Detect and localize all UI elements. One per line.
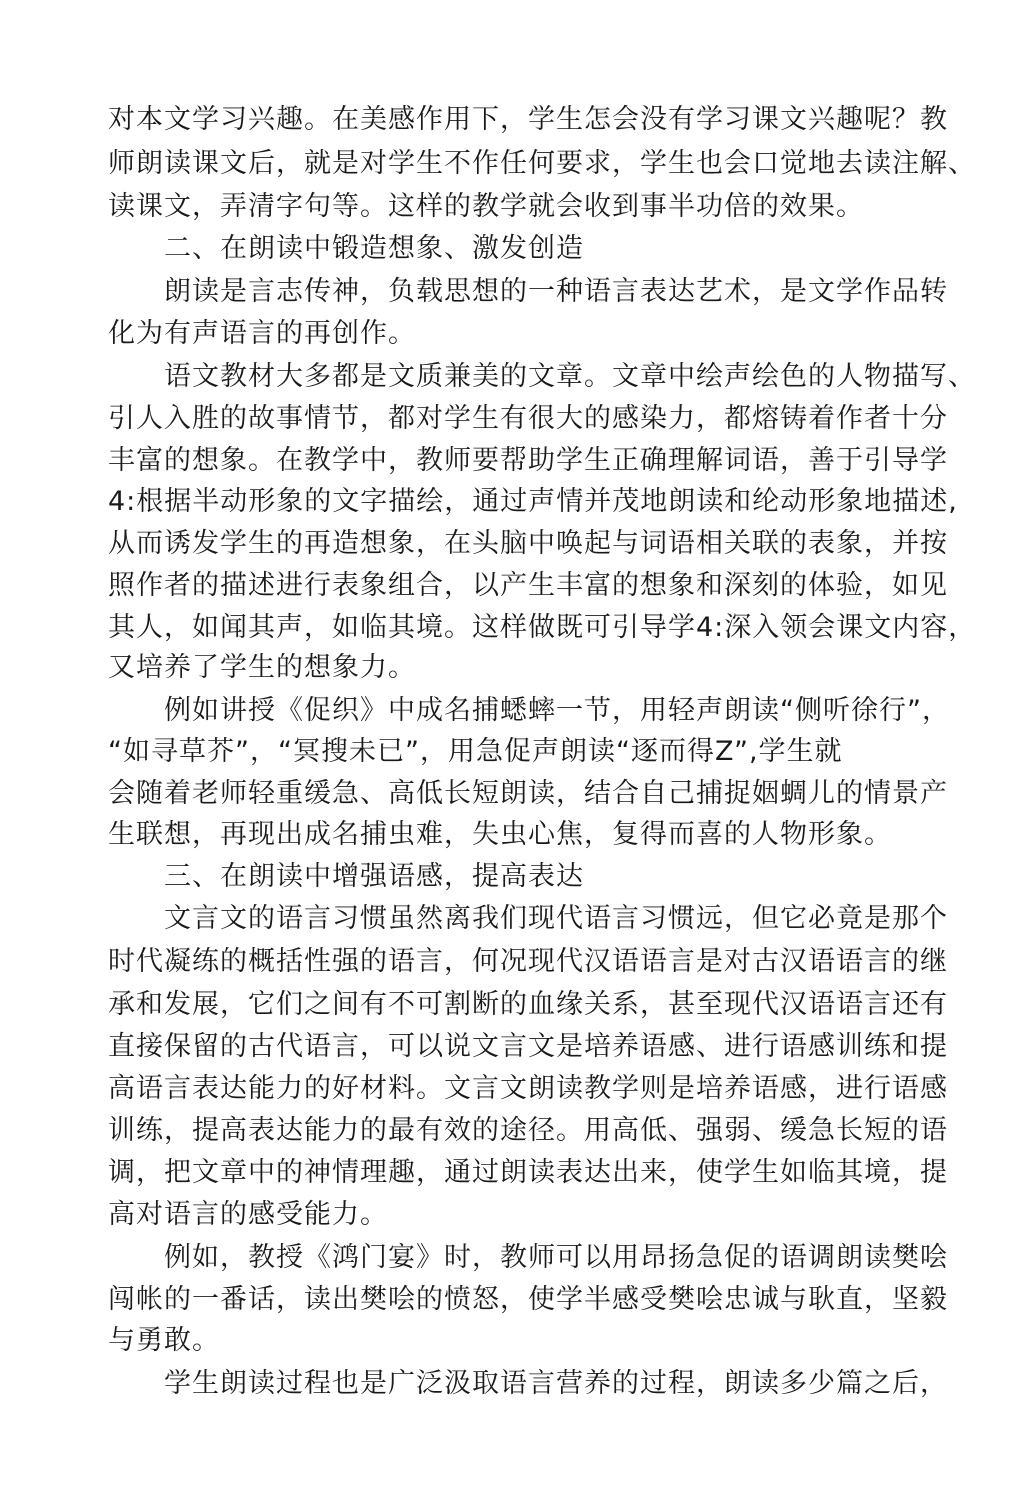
text-line: 例如，教授《鸿门宴》时，教师可以用昂扬急促的语调朗读樊哙 [164,1242,948,1273]
text-line: 与勇敢。 [108,1325,220,1356]
text-line: 又培养了学生的想象力。 [108,652,416,683]
text-line: 从而诱发学生的再造想象，在头脑中唤起与词语相关联的表象，并按 [108,528,948,559]
text-line: 高语言表达能力的好材料。文言文朗读教学则是培养语感，进行语感 [108,1073,948,1104]
text-line: 师朗读课文后，就是对学生不作任何要求，学生也会口觉地去读注解、 [108,148,976,179]
text-line: 丰富的想象。在教学中，教师要帮助学生正确理解词语，善于引导学 [108,445,948,476]
text-line: 文言文的语言习惯虽然离我们现代语言习惯远，但它必竟是那个 [164,903,948,934]
text-line: 闯帐的一番话，读出樊哙的愤怒，使学半感受樊哙忠诚与耿直，坚毅 [108,1284,948,1315]
text-line: 照作者的描述进行表象组合，以产生丰富的想象和深刻的体验，如见 [108,570,948,601]
section-heading: 三、在朗读中增强语感，提高表达 [164,861,584,892]
text-line: 朗读是言志传神，负载思想的一种语言表达艺术，是文学作品转 [164,276,948,307]
text-line: 训练，提高表达能力的最有效的途径。用高低、强弱、缓急长短的语 [108,1115,948,1146]
text-line: 其人，如闻其声，如临其境。这样做既可引导学4:深入领会课文内容， [108,612,977,643]
text-line: 4:根据半动形象的文字描绘，通过声情并茂地朗读和纶动形象地描述, [108,486,958,517]
text-line: 生联想，再现出成名捕虫难，失虫心焦，复得而喜的人物形象。 [108,819,892,850]
text-line: 学生朗读过程也是广泛汲取语言营养的过程，朗读多少篇之后， [164,1368,948,1399]
text-line: 读课文，弄清字句等。这样的教学就会收到事半功倍的效果。 [108,191,864,222]
text-line: 例如讲授《促织》中成名捕蟋蟀一节，用轻声朗读“侧听徐行”， [164,695,950,726]
text-line: 高对语言的感受能力。 [108,1199,388,1230]
text-line: 语文教材大多都是文质兼美的文章。文章中绘声绘色的人物描写、 [164,361,976,392]
text-line: 会随着老师轻重缓急、高低长短朗读，结合自己捕捉姻蜩儿的情景产 [108,778,948,809]
section-heading: 二、在朗读中锻造想象、激发创造 [164,233,584,264]
text-line: 引人入胜的故事情节，都对学生有很大的感染力，都熔铸着作者十分 [108,403,948,434]
text-line: 化为有声语言的再创作。 [108,318,416,349]
text-line: 时代凝练的概括性强的语言，何况现代汉语语言是对古汉语语言的继 [108,946,948,977]
text-line: 直接保留的古代语言，可以说文言文是培养语感、进行语感训练和提 [108,1031,948,1062]
text-line: 承和发展，它们之间有不可割断的血缘关系，甚至现代汉语语言还有 [108,989,948,1020]
text-line: 对本文学习兴趣。在美感作用下，学生怎会没有学习课文兴趣呢？教 [108,104,948,135]
text-line: 调，把文章中的神情理趣，通过朗读表达出来，使学生如临其境，提 [108,1157,948,1188]
text-line: “如寻草芥”，“冥搜未已”，用急促声朗读“逐而得Z”,学生就 [108,736,843,767]
